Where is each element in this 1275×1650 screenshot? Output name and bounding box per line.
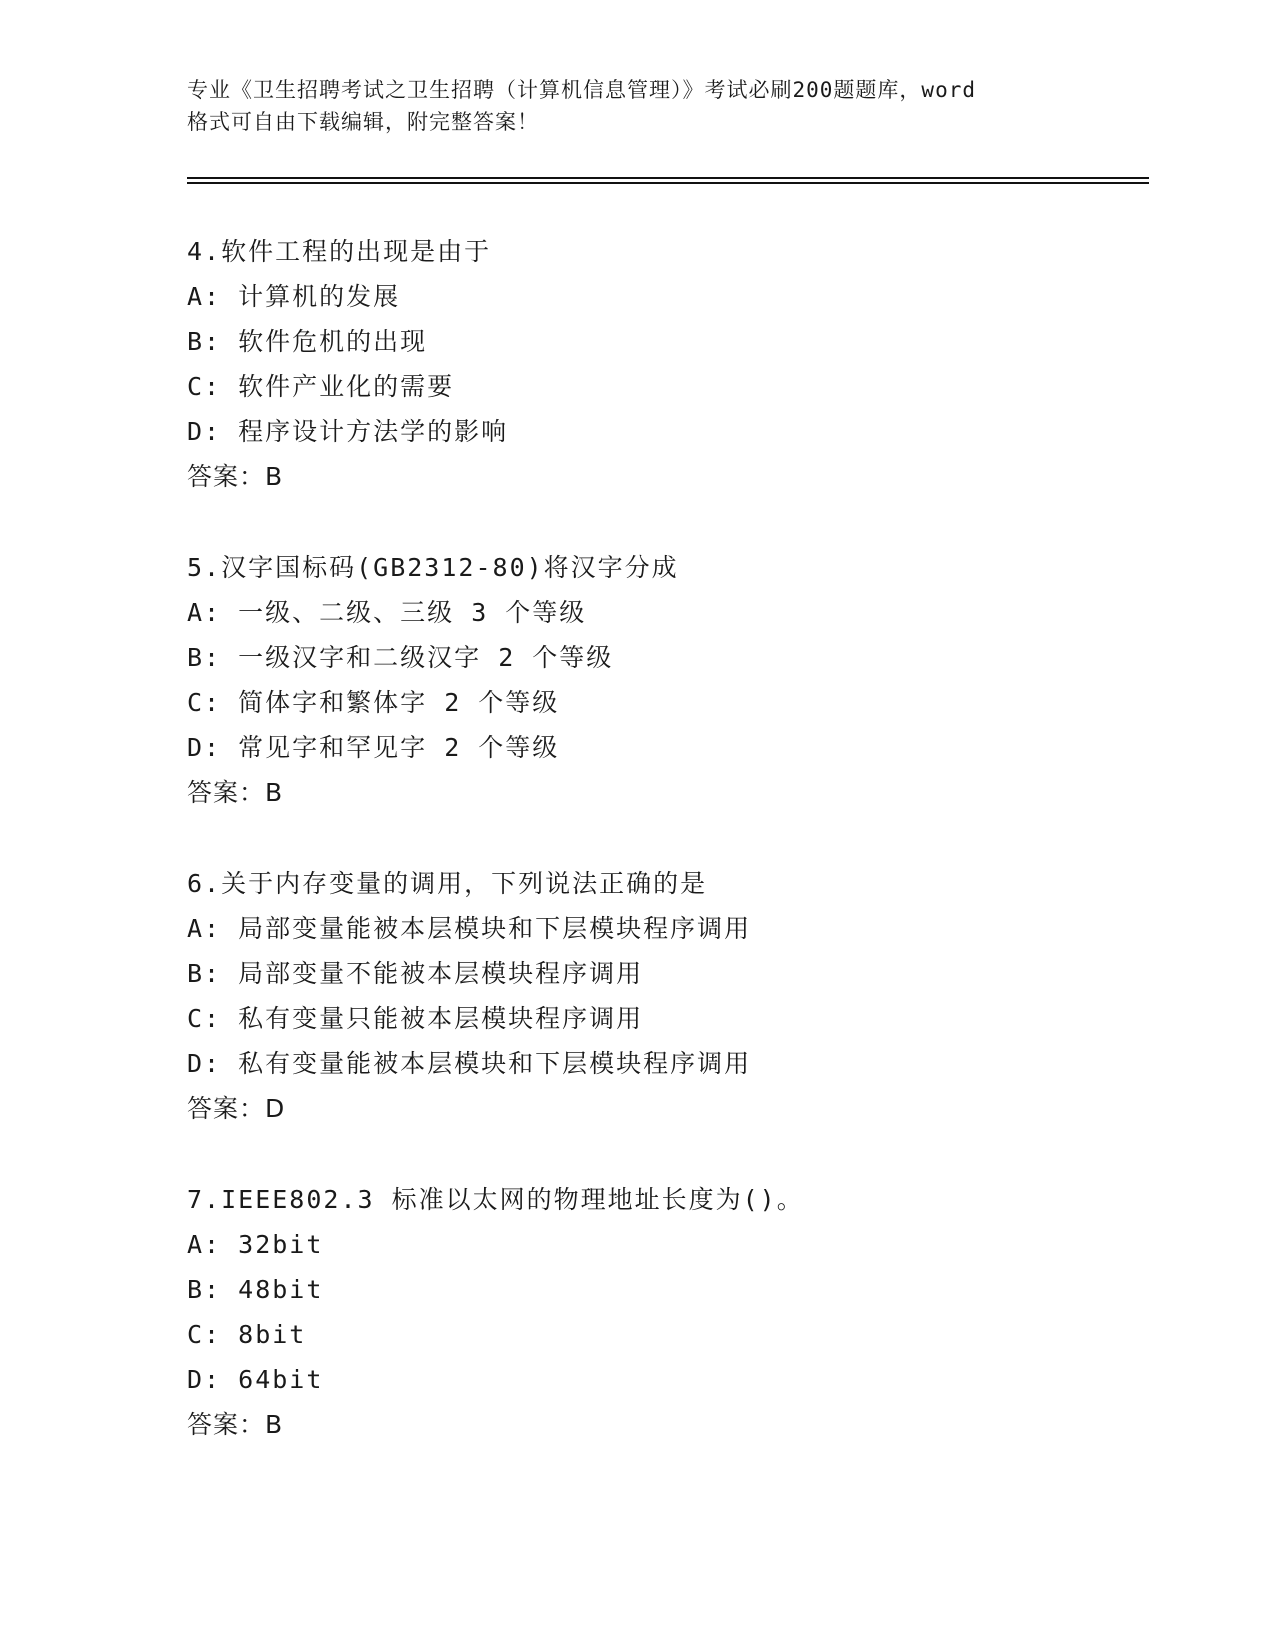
- header-divider-bottom: [187, 182, 1149, 184]
- option-a: A: 局部变量能被本层模块和下层模块程序调用: [187, 914, 752, 943]
- option-b: B: 48bit: [187, 1275, 324, 1304]
- question-stem: 4.软件工程的出现是由于: [187, 237, 492, 266]
- question-stem: 7.IEEE802.3 标准以太网的物理地址长度为()。: [187, 1185, 804, 1214]
- option-c: C: 私有变量只能被本层模块程序调用: [187, 1004, 644, 1033]
- answer: 答案：D: [187, 1094, 286, 1123]
- option-a: A: 计算机的发展: [187, 282, 401, 311]
- question-stem: 6.关于内存变量的调用，下列说法正确的是: [187, 869, 708, 898]
- option-c: C: 8bit: [187, 1320, 307, 1349]
- option-a: A: 32bit: [187, 1230, 324, 1259]
- document-header: [187, 74, 1087, 138]
- option-a: A: 一级、二级、三级 3 个等级: [187, 598, 587, 627]
- option-d: D: 64bit: [187, 1365, 324, 1394]
- option-b: B: 一级汉字和二级汉字 2 个等级: [187, 643, 614, 672]
- question-stem: 5.汉字国标码(GB2312-80)将汉字分成: [187, 553, 679, 582]
- answer: 答案：B: [187, 778, 284, 807]
- answer: 答案：B: [187, 1410, 284, 1439]
- answer: 答案：B: [187, 462, 284, 491]
- header-line-2: 格式可自由下载编辑，附完整答案！: [187, 110, 539, 134]
- header-line-1: 专业《卫生招聘考试之卫生招聘（计算机信息管理）》考试必刷200题题库，word: [187, 78, 976, 102]
- option-d: D: 程序设计方法学的影响: [187, 417, 509, 446]
- option-d: D: 私有变量能被本层模块和下层模块程序调用: [187, 1049, 752, 1078]
- option-b: B: 局部变量不能被本层模块程序调用: [187, 959, 644, 988]
- option-c: C: 简体字和繁体字 2 个等级: [187, 688, 560, 717]
- option-c: C: 软件产业化的需要: [187, 372, 455, 401]
- option-d: D: 常见字和罕见字 2 个等级: [187, 733, 560, 762]
- header-divider-top: [187, 177, 1149, 179]
- option-b: B: 软件危机的出现: [187, 327, 428, 356]
